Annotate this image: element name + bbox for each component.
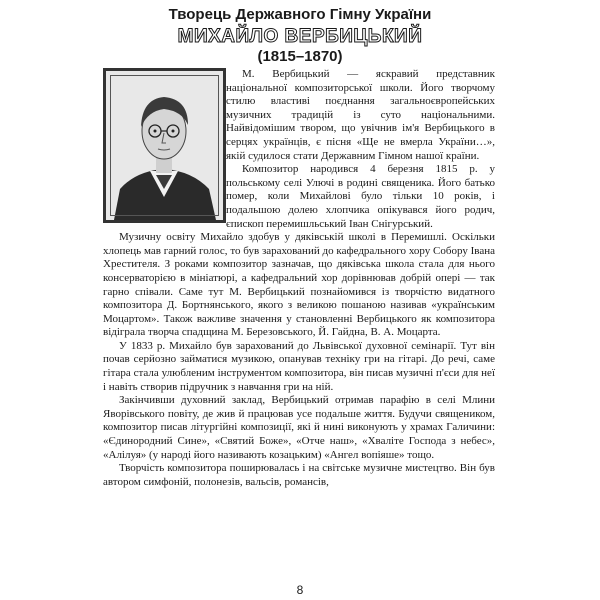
page-number: 8: [296, 583, 304, 597]
paragraph-parish: Закінчивши духовний заклад, Вербицький отримав парафію в селі Млини Яворівського повіту, де жив й працював усе подальше життя. Будучи священиком, композитор писав літургійні композиції, які й нині виконують у храмах Галичини: «Єдинородний Сине», «Святий Боже», «Отче наш», «Хваліте Господа з небес», «Алілуя» (у народі його називають козацьким) «Ангел вопіяше» тощо.: [103, 394, 495, 461]
article-body: [103, 68, 495, 489]
portrait-spacer: [103, 68, 226, 231]
paragraph-intro: М. Вербицький — яскравий представник національної композиторської школи. Його творчому стилю властиві поєднання загальноєвропейських музичних традицій із суто національними. Найвідомішим твором, що увічнив ім'я Вербицького в серцях українців, є пісня «Ще не вмерла України…», якій судилося стати Державним Гімном нашої країни.: [226, 68, 495, 162]
page-heading: Творець Державного Гімну України: [168, 6, 432, 23]
paragraph-education: Музичну освіту Михайло здобув у дяківській школі в Перемишлі. Оскільки хлопець мав гарний голос, то був зарахований до кафедрального хору Собору Івана Хрестителя. З роками композитор зазначав, що дяківська школа стала для нього консерваторією в мініатюрі, а кафедральний хор дорівнював добрій опері — так гарно співали. Саме тут М. Вербицький познайомився із творчістю видатного композитора Д. Бортнянського, якого з великою пошаною називав «українським Моцартом». Також важливе значення у становленні Вербицького як композитора відіграла творча спадщина М. Березовського, Й. Гайдна, В. А. Моцарта.: [103, 231, 495, 339]
paragraph-birth: Композитор народився 4 березня 1815 р. у польському селі Улючі в родині священика. Його батько помер, коли Михайлові було тільки 10 років, і подальшою долею хлопчика опікувався його родич, єпископ перемишльський Іван Снігурський.: [226, 163, 495, 230]
composer-years: (1815–1870): [257, 48, 343, 65]
composer-name: МИХАЙЛО ВЕРБИЦЬКИЙ: [177, 26, 423, 47]
paragraph-secular-music: Творчість композитора поширювалась і на світське музичне мистецтво. Він був автором симфоній, полонезів, вальсів, романсів,: [103, 462, 495, 488]
paragraph-seminary: У 1833 р. Михайло був зарахований до Львівської духовної семінарії. Тут він почав серйозно займатися музикою, опанував техніку гри на гітарі. До речі, саме гітара стала улюбленим інструментом композитора, він писав музичні п'єси для неї і навіть створив підручник з навчання гри на ній.: [103, 339, 495, 393]
